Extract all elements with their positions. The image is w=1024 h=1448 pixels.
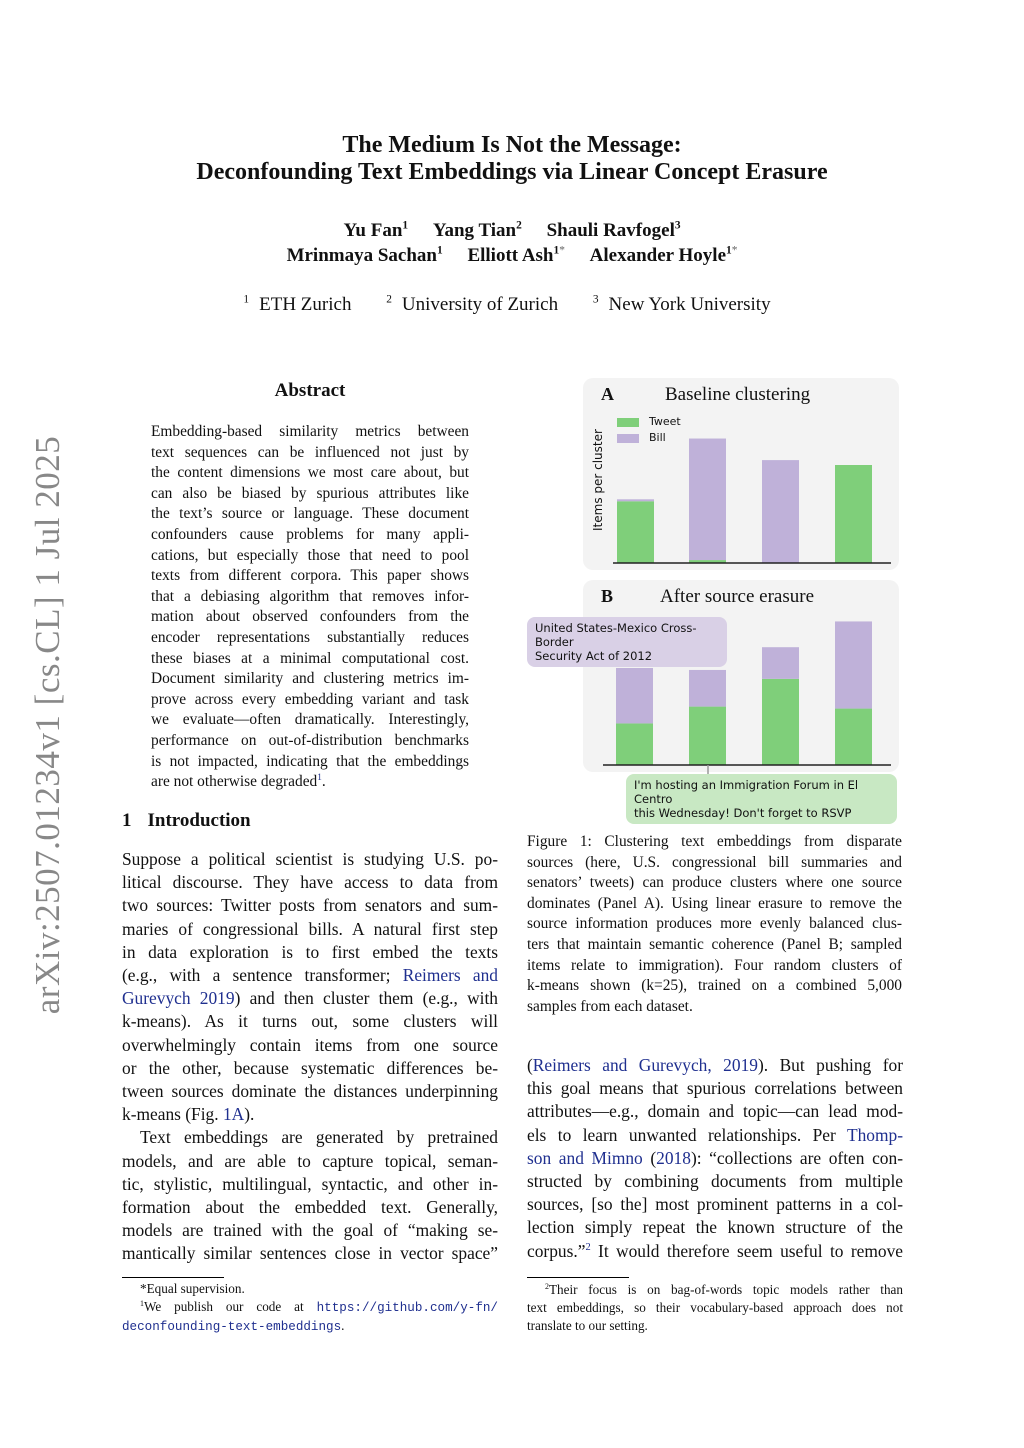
caption-line: items relate to immigration). Four random clusters of — [527, 956, 902, 974]
footnotes-right — [527, 1281, 903, 1335]
footnote-ref-1[interactable]: 1 — [317, 772, 322, 783]
abstract-line: Document similarity and clustering metrics im- — [151, 670, 469, 688]
affiliations — [100, 294, 924, 316]
panel-a-bar-bill-3 — [762, 460, 799, 563]
footnote-ref-2[interactable]: 2 — [585, 1241, 591, 1253]
author: Alexander Hoyle$^{1*}$ — [589, 244, 738, 266]
text-line: els to learn unwanted relationships. Per Thomp- — [527, 1124, 903, 1145]
figure-1 — [525, 376, 905, 820]
footnote-2: $^2$Their focus is on bag-of-words topic models rather than — [545, 1281, 903, 1297]
panel-b-letter: B — [601, 586, 614, 606]
legend-swatch-tweet — [617, 418, 639, 427]
abstract-line: encoder representations substantially reduces — [151, 628, 469, 646]
text-line: k-means (Fig. 1A). — [122, 1104, 255, 1125]
footnote-rule-left — [122, 1277, 224, 1278]
citation-link[interactable]: Reimers and Gurevych, 2019 — [532, 1055, 758, 1075]
text-line: structed by combining documents from multiple — [527, 1171, 903, 1192]
caption-line: dominates (Panel A). Using linear erasure to remove the — [527, 894, 902, 912]
figure-1-svg — [525, 376, 905, 776]
paper-title-line-2: Deconfounding Text Embeddings via Linear Concept Erasure — [196, 159, 828, 185]
citation-link[interactable]: Thomp- — [846, 1124, 903, 1145]
text-line: this goal means that spurious correlations between — [527, 1078, 903, 1099]
footnote-rule-right — [527, 1277, 629, 1278]
text-line: corpus.”$^2$ It would therefore seem useful to remove — [527, 1240, 903, 1261]
authors-row-1 — [100, 220, 924, 242]
author: Yu Fan$^1$ — [343, 219, 409, 241]
footnote-1: $^1$We publish our code at https://github.com/y-fn/ — [140, 1298, 498, 1315]
section-heading-introduction: 1 Introduction — [122, 810, 251, 831]
abstract-line: cations, but especially those that need to pool — [151, 546, 469, 564]
abstract-line: these biases at a minimal computational cost. — [151, 649, 469, 667]
text-line: models, and are able to capture topical, seman- — [122, 1150, 498, 1171]
abstract-line: confounders cause problems for many appli- — [151, 525, 469, 543]
abstract-heading: Abstract — [274, 380, 346, 401]
author: Mrinmaya Sachan$^1$ — [286, 244, 443, 266]
abstract-line: mation about observed confounders from the — [151, 608, 469, 626]
figure-1-caption — [527, 832, 902, 1017]
text-line: Text embeddings are generated by pretrained — [140, 1127, 498, 1148]
author: Elliott Ash$^{1*}$ — [467, 244, 565, 266]
citation-link[interactable]: son and Mimno — [527, 1147, 643, 1168]
abstract-line: is not impacted, indicating that the embeddings — [151, 752, 469, 770]
abstract-line: the content dimensions we most care about, but — [151, 464, 469, 482]
panel-a-bar-tweet-1 — [617, 501, 654, 563]
citation-year-link[interactable]: 2018 — [656, 1147, 691, 1168]
abstract-line: the text’s source or language. These document — [151, 505, 469, 523]
abstract-line: Embedding-based similarity metrics between — [151, 423, 469, 440]
legend-label-bill: Bill — [649, 431, 666, 444]
arxiv-side-identifier — [18, 435, 78, 1015]
panel-b-bar-bill-1 — [616, 668, 653, 723]
figure-ref-link[interactable]: 1A — [222, 1104, 245, 1125]
caption-line: Figure 1: Clustering text embeddings from disparate — [527, 833, 902, 850]
callout-bill-example: United States-Mexico Cross-Border Security Act of 2012 — [527, 617, 727, 667]
panel-a-title: Baseline clustering — [665, 384, 811, 405]
intro-left-column — [122, 848, 498, 1266]
author: Yang Tian$^2$ — [432, 219, 522, 241]
panel-a-bar-bill-2 — [689, 439, 726, 561]
arxiv-id-text: arXiv:2507.01234v1 [cs.CL] 1 Jul 2025 — [28, 435, 67, 1015]
footnotes-left — [122, 1280, 498, 1336]
affiliation: $^2$ University of Zurich — [386, 293, 559, 315]
text-line: overwhelmingly contain items from one source — [122, 1034, 498, 1055]
text-line: sources, [so the] most prominent patterns in a col- — [527, 1194, 903, 1215]
abstract-line: texts from different corpora. This paper shows — [151, 567, 469, 585]
text-line: formation about the embedded text. Generally, — [122, 1197, 498, 1218]
panel-b-bar-tweet-3 — [762, 679, 799, 765]
text-line: tween sources dominate the distances underpinning — [122, 1081, 498, 1102]
panel-a-letter: A — [601, 384, 614, 404]
citation-link[interactable]: Gurevych 2019 — [122, 988, 235, 1009]
text-line: in data exploration is to first embed the texts — [122, 941, 498, 962]
abstract-body — [151, 422, 469, 793]
panel-a-bar-bill-1 — [617, 499, 654, 501]
footnote-2-line: translate to our setting. — [527, 1318, 648, 1333]
panel-b-bar-tweet-1 — [616, 723, 653, 765]
panel-b-bar-tweet-2 — [689, 707, 726, 765]
affiliation: $^3$ New York University — [592, 293, 771, 315]
panel-b-bar-bill-4 — [835, 621, 872, 708]
panel-a-bar-tweet-4 — [835, 465, 872, 563]
text-line: models are trained with the goal of “making se- — [122, 1220, 498, 1241]
abstract-line: prove across every embedding variant and task — [151, 690, 469, 708]
text-line: maries of congressional bills. A natural first step — [122, 918, 498, 939]
caption-line: sources (here, U.S. congressional bill summaries and — [527, 853, 902, 871]
text-line: (e.g., with a sentence transformer; Reimers and — [122, 965, 498, 986]
abstract-last-line: are not otherwise degraded$^1$. — [151, 772, 326, 791]
callout-tweet-example: I'm hosting an Immigration Forum in El Centro this Wednesday! Don't forget to RSVP — [626, 774, 897, 824]
text-line: k-means). As it turns out, some clusters will — [122, 1011, 498, 1032]
abstract-line: that a debiasing algorithm that removes infor- — [151, 587, 469, 605]
citation-link[interactable]: Reimers and — [402, 965, 498, 986]
intro-right-column — [527, 1054, 903, 1263]
panel-b-bar-bill-2 — [689, 670, 726, 707]
text-line: Gurevych 2019) and then cluster them (e.g., with — [122, 988, 498, 1009]
abstract-line: text sequences can be influenced not just by — [151, 443, 469, 461]
panel-b-bar-tweet-4 — [835, 709, 872, 765]
author: Shauli Ravfogel$^3$ — [546, 219, 681, 241]
legend-swatch-bill — [617, 434, 639, 443]
paper-title-line-1: The Medium Is Not the Message: — [342, 132, 682, 158]
text-line: (Reimers and Gurevych, 2019). But pushing for — [527, 1055, 903, 1075]
text-line: two sources: Twitter posts from senators and sum- — [122, 895, 498, 916]
caption-line: samples from each dataset. — [527, 997, 693, 1015]
abstract-line: we evaluate—often dramatically. Interestingly, — [151, 711, 469, 729]
caption-line: senators’ tweets) can produce clusters where one source — [527, 874, 902, 892]
text-line: or the other, because systematic differences be- — [122, 1057, 498, 1078]
legend-label-tweet: Tweet — [649, 415, 681, 428]
code-url-link[interactable]: https://github.com/y-fn/ — [316, 1301, 498, 1315]
text-line: mantically similar sentences close in vector space” — [122, 1243, 498, 1264]
text-line: tic, stylistic, multilingual, syntactic, and other in- — [122, 1173, 498, 1194]
text-line: attributes—e.g., domain and topic—can lead mod- — [527, 1101, 903, 1122]
text-line: son and Mimno (2018): “collections are often con- — [527, 1147, 903, 1168]
caption-line: source information produces more evenly balanced clus- — [527, 915, 902, 933]
abstract-line: performance on out-of-distribution benchmarks — [151, 731, 469, 749]
affiliation: $^1$ ETH Zurich — [243, 293, 352, 315]
caption-line: k-means shown (k=25), trained on a combined 5,000 — [527, 977, 902, 995]
caption-line: ters that maintain semantic coherence (Panel B; sampled — [527, 935, 902, 953]
footnote-2-line: text embeddings, so their vocabulary-based approach does not — [527, 1300, 903, 1315]
footnote-1-cont: deconfounding-text-embeddings. — [122, 1318, 345, 1334]
text-line: lection simply repeat the known structure of the — [527, 1217, 903, 1238]
panel-b-title: After source erasure — [660, 586, 815, 607]
panel-b-bar-bill-3 — [762, 647, 799, 679]
text-line: Suppose a political scientist is studying U.S. po- — [122, 849, 498, 869]
text-line: litical discourse. They have access to data from — [122, 872, 498, 893]
y-axis-label: Items per cluster — [591, 429, 605, 531]
authors-row-2 — [100, 245, 924, 267]
footnote-star: *Equal supervision. — [140, 1281, 245, 1296]
abstract-line: can also be biased by spurious attributes like — [151, 484, 469, 502]
code-url-link[interactable]: deconfounding-text-embeddings — [122, 1320, 342, 1334]
